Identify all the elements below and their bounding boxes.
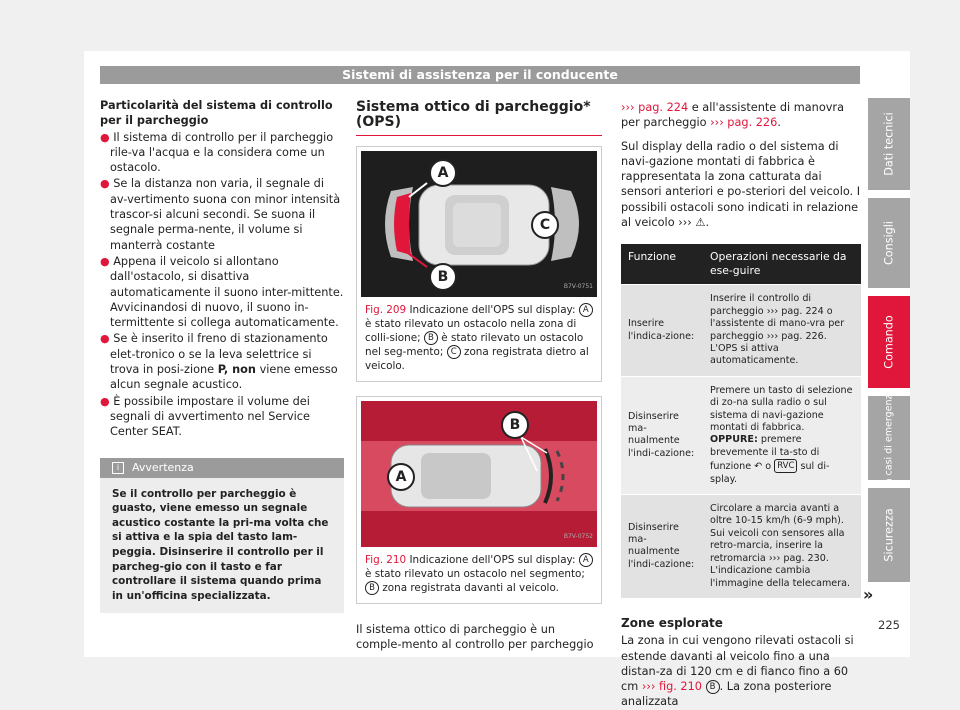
table-header: Funzione xyxy=(621,244,703,285)
continue-marker: » xyxy=(863,585,874,604)
section-heading: Particolarità del sistema di controllo per il parcheggio xyxy=(100,99,333,128)
warning-triangle-icon: ⚠ xyxy=(695,216,706,230)
bullet-item: ● Se la distanza non varia, il segnale di av-vertimento suona con minor intensità trascor-si alcuni secondi. Se suona il segnale perma-nente, il volume si manterrà costante xyxy=(100,177,341,252)
bullet-item: ● Appena il veicolo si allontano dall'ostacolo, si disattiva automaticamente il suono inter-mittente. Avvicinandosi di nuovo, il suono in-termittente si collega automaticamente. xyxy=(100,254,344,330)
tab-consigli[interactable]: Consigli xyxy=(868,198,910,288)
figure-210 xyxy=(356,396,602,604)
figure-caption: Fig. 210 Indicazione dell'OPS sul display: A è stato rilevato un ostacolo nel segmento; B zona registrata davanti al veicolo. xyxy=(357,547,601,603)
tab-comando[interactable]: Comando xyxy=(868,296,910,388)
image-code: B7V-0752 xyxy=(563,533,593,541)
page-link[interactable]: ››› pag. 226 xyxy=(710,116,778,130)
body-text: La zona in cui vengono rilevati ostacoli si estende davanti al veicolo fino a una distan-za di 120 cm e di fianco fino a 60 cm ››› fig. 210 B . La zona posteriore analizzata xyxy=(621,634,854,709)
page-number: 225 xyxy=(878,618,900,632)
warning-text: Se il controllo per parcheggio è guasto, viene emesso un segnale acustico costante la pri-ma volta che si attiva e la spia del tasto lam-peggia. Disinserire il controllo per il parcheg-gio con il tasto e far controllare il sistema quando prima in un'officina specializzata. xyxy=(112,487,329,602)
callout-b: B xyxy=(429,263,457,291)
rvc-button[interactable]: RVC xyxy=(774,459,797,473)
return-arrow-icon: ↶ xyxy=(754,461,763,473)
warning-header: i Avvertenza xyxy=(100,458,344,478)
page-link[interactable]: pag. 224 xyxy=(638,101,689,114)
right-column xyxy=(621,100,861,710)
figure-caption: Fig. 209 Indicazione dell'OPS sul display: A è stato rilevato un ostacolo nella zona di colli-sione; B è stato rilevato un ostacolo nel seg-mento; C zona registrata dietro al veicolo. xyxy=(357,297,601,381)
warning-box xyxy=(100,458,344,614)
middle-column xyxy=(356,100,602,652)
bullet-item: ● Il sistema di controllo per il parcheggio rile-va l'acqua e la considera come un ostacolo. xyxy=(100,130,334,175)
tab-dati-tecnici[interactable]: Dati tecnici xyxy=(868,98,910,190)
callout-a: A xyxy=(387,463,415,491)
subheading: Zone esplorate xyxy=(621,615,723,630)
ops-front-display-image xyxy=(361,401,597,547)
body-text: ››› pag. 224 e all'assistente di manovra per parcheggio ››› pag. 226. xyxy=(621,101,844,130)
callout-b: B xyxy=(501,411,529,439)
bullet-item: ● È possibile impostare il volume dei segnali di avvertimento nel Service Center SEAT. xyxy=(100,394,310,439)
table-header: Operazioni necessarie da ese-guire xyxy=(703,244,861,285)
info-icon: i xyxy=(112,462,124,474)
section-title: Sistema ottico di parcheggio* (OPS) xyxy=(356,100,602,136)
image-code: B7V-0751 xyxy=(563,283,593,291)
table-row: Inserire l'indica-zione: Inserire il controllo di parcheggio ››› pag. 224 o l'assistente di mano-vra per parcheggio ››› pag. 226. L'OPS si attiva automaticamente. xyxy=(621,285,861,376)
tab-emergenza[interactable]: In casi di emergenza xyxy=(868,396,910,480)
tab-sicurezza[interactable]: Sicurezza xyxy=(868,488,910,582)
left-column xyxy=(100,98,344,613)
callout-a: A xyxy=(429,159,457,187)
body-text: Il sistema ottico di parcheggio è un comple-mento al controllo per parcheggio xyxy=(356,622,594,651)
table-row: Disinserire ma-nualmente l'indi-cazione: Circolare a marcia avanti a oltre 10-15 km/h (6-9 mph). Sui veicoli con sensores alla retro-marcia, inserire la retromarcia ››› pag. 230. L'indicazione cambia l'immagine della telecamera. xyxy=(621,495,861,598)
bullet-item: ● Se è inserito il freno di stazionamento elet-tronico o se la leva selettrice si trova in posi-zione P, non viene emesso alcun segnale acustico. xyxy=(100,332,338,392)
ops-rear-display-image xyxy=(361,151,597,297)
running-header: Sistemi di assistenza per il conducente xyxy=(100,66,860,84)
callout-c: C xyxy=(531,211,559,239)
figure-link[interactable]: ››› fig. 210 xyxy=(641,680,702,694)
figure-209 xyxy=(356,146,602,382)
body-text: Sul display della radio o del sistema di navi-gazione montati di fabbrica è rappresentata la zona catturata dai sensori anteriori e po-steriori del veicolo. I possibili ostacoli sono indicati in relazione al veicolo ››› ⚠. xyxy=(621,139,861,230)
table-row: Disinserire ma-nualmente l'indi-cazione: Premere un tasto di selezione di zo-na sulla radio o sul sistema di navi-gazione montati di fabbrica. OPPURE: premere brevemente il ta-sto di funzione ↶ o RVC sul di-splay. xyxy=(621,376,861,494)
function-table xyxy=(621,244,861,598)
